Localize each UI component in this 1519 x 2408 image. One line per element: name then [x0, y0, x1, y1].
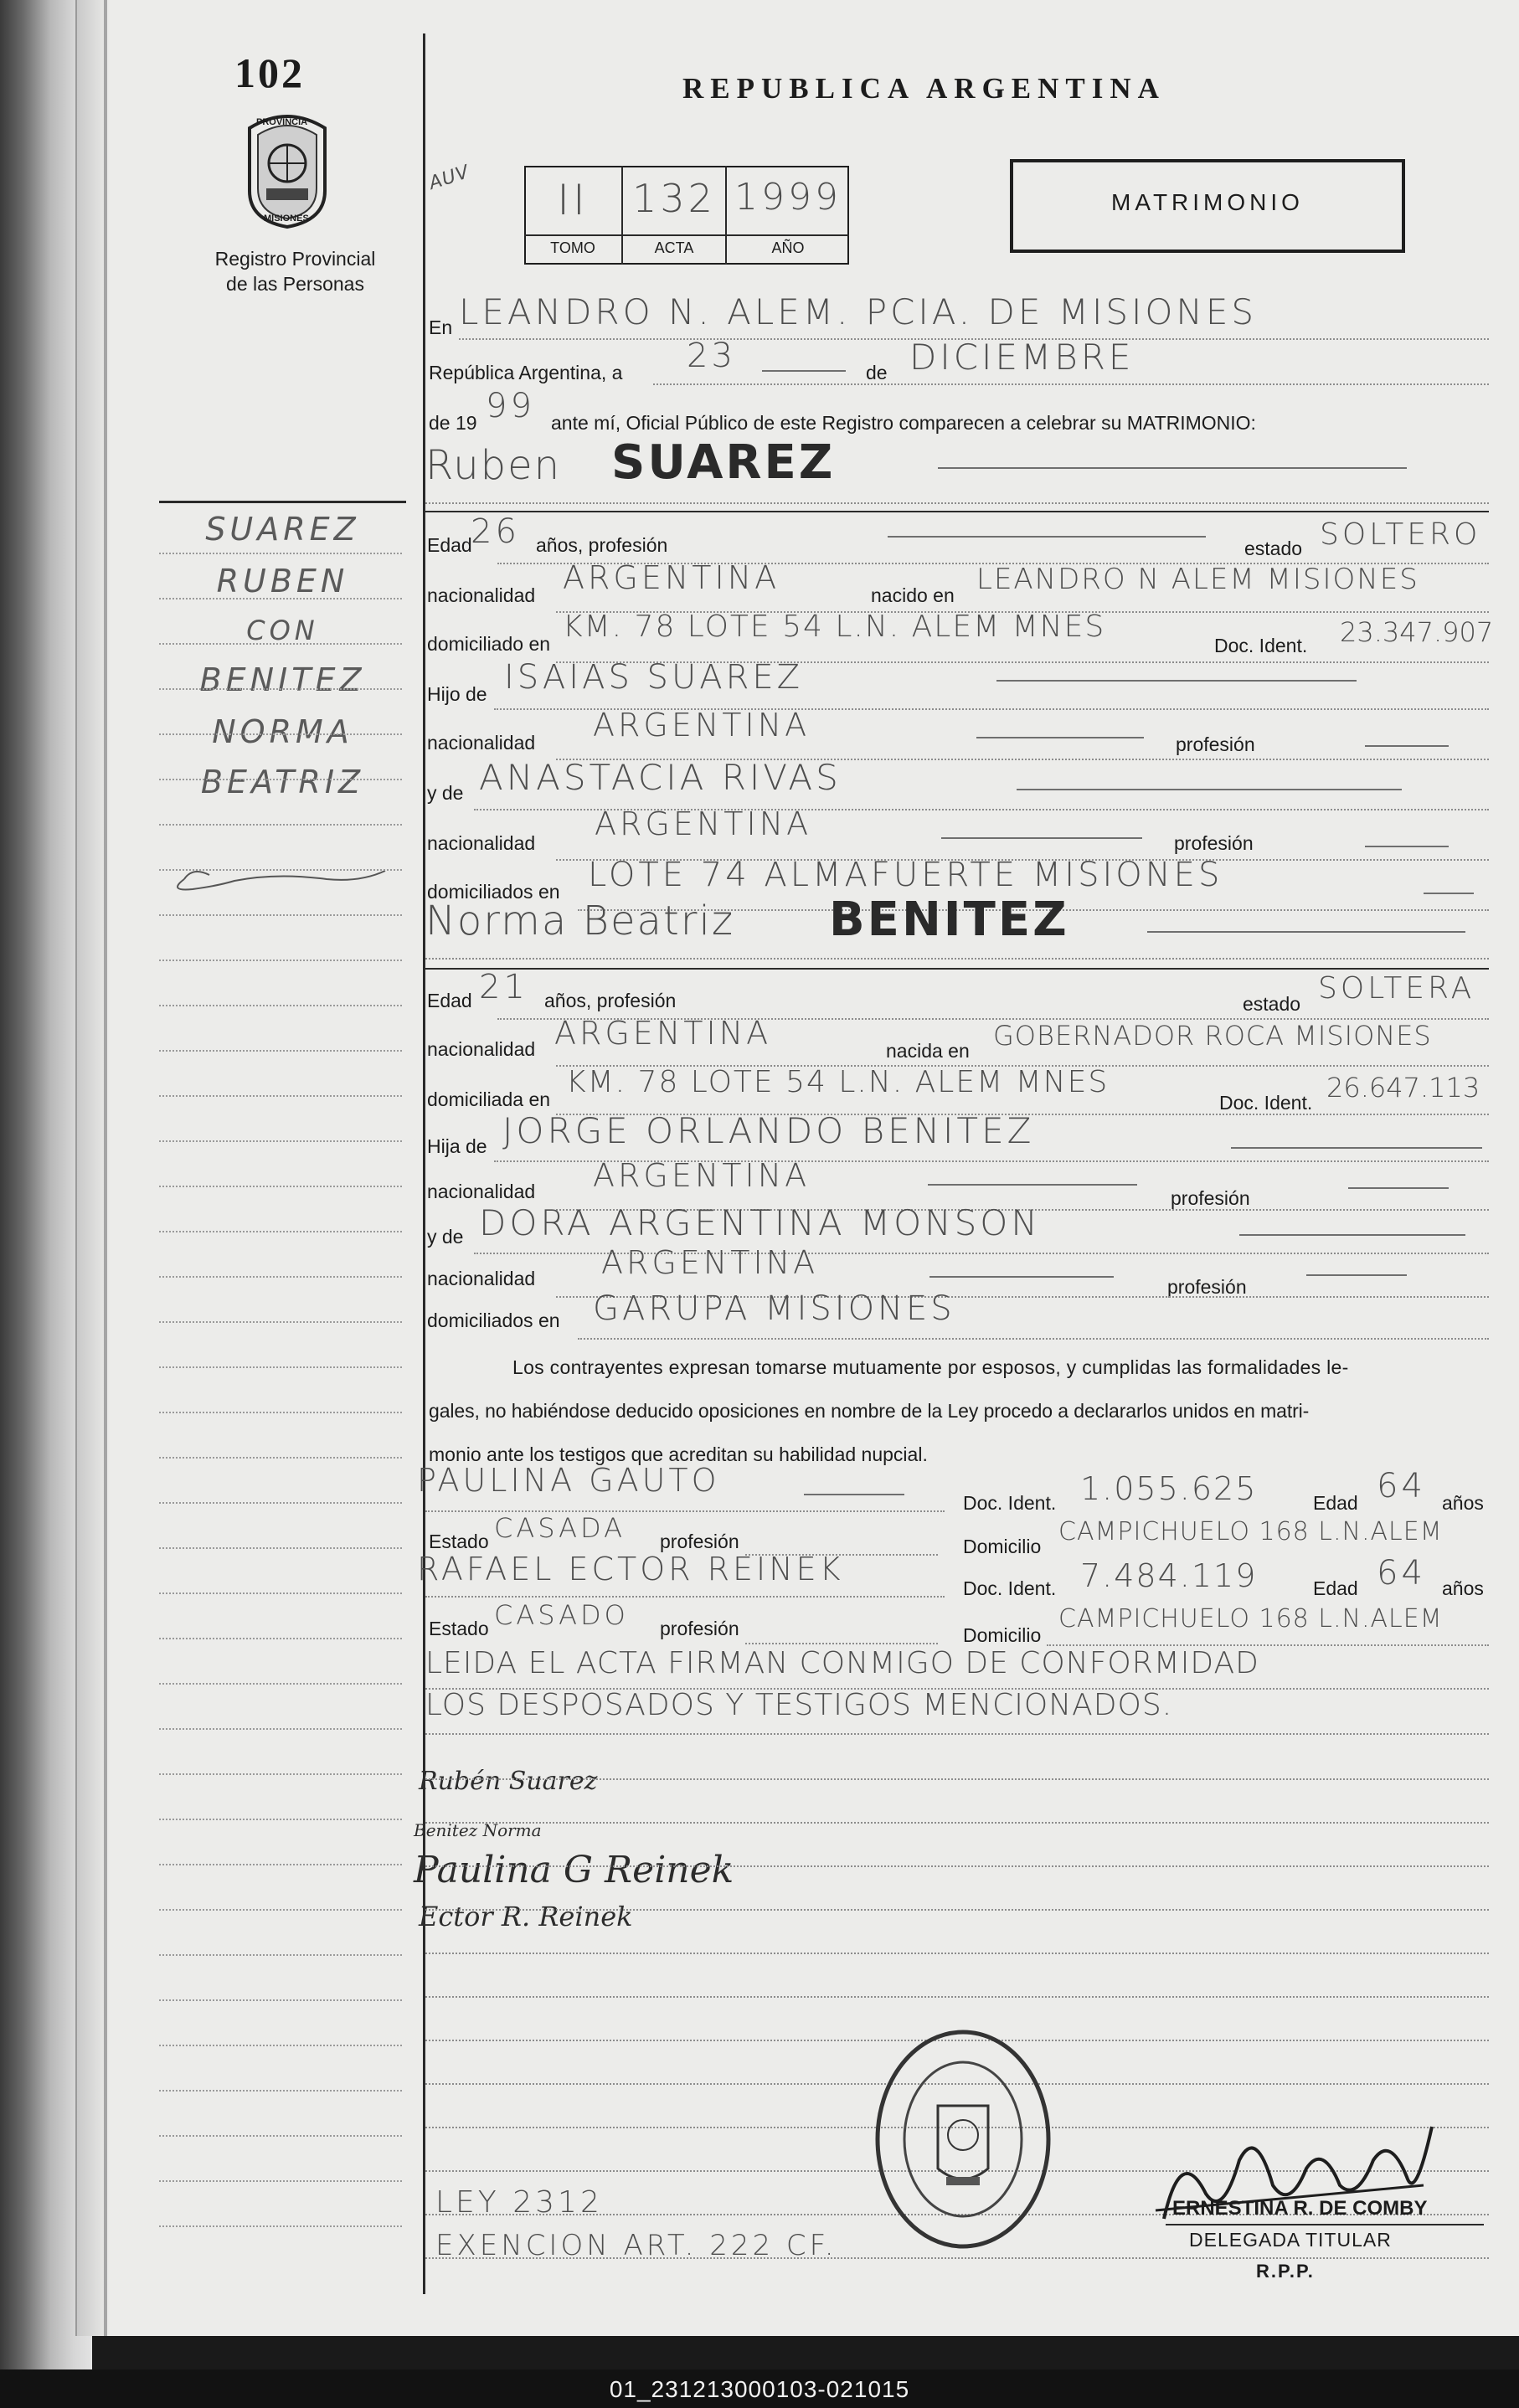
groom-nacionalidad-label: nacionalidad [427, 584, 536, 606]
witness-2-anos-label: años [1442, 1577, 1484, 1599]
bride-mother-nacionalidad-label: nacionalidad [427, 1268, 536, 1289]
year-suffix: 99 [486, 387, 535, 425]
body-ruled-line [425, 1865, 1489, 1867]
margin-ruled-line [159, 1819, 402, 1820]
exemption-line-2: EXENCION ART. 222 CF. [435, 2229, 837, 2262]
groom-mother-profesion-label: profesión [1174, 832, 1254, 854]
body-ruled-line [425, 1778, 1489, 1780]
margin-ruled-line [159, 824, 402, 826]
margin-ruled-line [159, 1954, 402, 1956]
margin-ruled-line [159, 960, 402, 961]
margin-ruled-line [159, 688, 402, 690]
rule-groom-father-prof [1365, 745, 1449, 747]
margin-ruled-line [159, 2045, 402, 2046]
official-underline [1166, 2224, 1484, 2225]
groom-anos-profesion-label: años, profesión [536, 534, 668, 556]
day-value: 23 [687, 337, 736, 375]
groom-nacido-label: nacido en [871, 584, 955, 606]
bride-doc: 26.647.113 [1326, 1072, 1480, 1104]
groom-father-profesion-label: profesión [1176, 733, 1255, 755]
margin-ruled-line [159, 2135, 402, 2137]
witness-1-estado-label: Estado [429, 1531, 489, 1552]
bride-yde-label: y de [427, 1226, 464, 1248]
margin-ruled-line [159, 2180, 402, 2182]
witness-1-edad-label: Edad [1313, 1492, 1358, 1514]
witness-1-domicilio-label: Domicilio [963, 1536, 1042, 1557]
margin-ruled-line [159, 1638, 402, 1639]
groom-edad-label: Edad [427, 534, 472, 556]
official-stamp-icon [871, 2026, 1055, 2252]
column-divider [423, 33, 425, 2294]
groom-yde-label: y de [427, 782, 464, 804]
rule-witness-2-prof [745, 1643, 938, 1644]
closing-line-1: LEIDA EL ACTA FIRMAN CONMIGO DE CONFORMIDAD [425, 1646, 1259, 1680]
bride-father-nacionalidad-label: nacionalidad [427, 1181, 536, 1202]
bride-name-surname: BENITEZ [829, 893, 1069, 947]
signature-1: Rubén Suarez [419, 1767, 598, 1796]
en-label: En [429, 316, 453, 338]
registry-seal-icon [241, 111, 333, 229]
anio-label: AÑO [771, 239, 805, 256]
groom-mother: ANASTACIA RIVAS [479, 757, 842, 798]
bride-father-profesion-label: profesión [1171, 1187, 1250, 1209]
margin-ruled-line [159, 1864, 402, 1865]
witness-1-estado: CASADA [494, 1512, 626, 1544]
seal-text-top: PROVINCIA [256, 117, 308, 127]
margin-name-4: BENITEZ [199, 661, 366, 698]
margin-ruled-line [159, 1050, 402, 1052]
witness-2-profesion-label: profesión [660, 1618, 739, 1639]
groom-parents-domicilio: LOTE 74 ALMAFUERTE MISIONES [588, 856, 1223, 894]
groom-estado: SOLTERO [1320, 517, 1481, 552]
bride-nacida-label: nacida en [886, 1040, 970, 1062]
bride-edad: 21 [479, 968, 528, 1006]
witness-1-doc-label: Doc. Ident. [963, 1492, 1057, 1514]
signature-3: Paulina G Reinek [414, 1849, 734, 1891]
closing-line-2: LOS DESPOSADOS Y TESTIGOS MENCIONADOS. [425, 1688, 1173, 1722]
rule-bride-mother-prof [1306, 1274, 1407, 1276]
witness-1-doc: 1.055.625 [1080, 1470, 1258, 1507]
margin-ruled-line [159, 1457, 402, 1459]
margin-ruled-line [159, 1231, 402, 1232]
margin-ruled-line [159, 1547, 402, 1549]
groom-father-nacionalidad-label: nacionalidad [427, 732, 536, 754]
body-ruled-line [425, 1953, 1489, 1954]
rule-day [762, 370, 846, 372]
declaration-line-1: Los contrayentes expresan tomarse mutuamente por esposos, y cumplidas las formalidades le- [512, 1356, 1349, 1378]
tomo-value: II [557, 176, 589, 224]
rule-groom-name-dotted [425, 502, 1489, 504]
rule-date [653, 383, 1489, 385]
bride-anos-profesion-label: años, profesión [544, 990, 677, 1011]
margin-ruled-line [159, 1005, 402, 1006]
groom-section-rule [425, 511, 1489, 512]
rule-groom-mother-nac [941, 837, 1142, 839]
margin-name-6: BEATRIZ [200, 764, 365, 800]
witness-2-edad: 64 [1377, 1554, 1426, 1592]
doc-type: MATRIMONIO [1111, 189, 1304, 215]
rule-groom-mother [1017, 789, 1402, 790]
witness-1-profesion-label: profesión [660, 1531, 739, 1552]
bride-mother: DORA ARGENTINA MONSON [479, 1202, 1041, 1243]
registry-name-line1: Registro Provincial [214, 248, 376, 270]
groom-name-surname: SUAREZ [611, 435, 836, 490]
rule-groom-father-nac [976, 737, 1144, 738]
rule-bride-father-nac [928, 1184, 1137, 1186]
witness-2-domicilio: CAMPICHUELO 168 L.N.ALEM [1058, 1604, 1443, 1634]
margin-ruled-line [159, 2225, 402, 2227]
groom-hijo-label: Hijo de [427, 683, 487, 705]
witness-1-anos-label: años [1442, 1492, 1484, 1514]
intro-statement: ante mí, Oficial Público de este Registro comparecen a celebrar su MATRIMONIO: [551, 412, 1256, 434]
rule-bride-father-prof [1348, 1187, 1449, 1189]
rule-groom-mother-prof [1365, 846, 1449, 847]
acta-value: 132 [632, 176, 716, 221]
rule-groom-name [938, 467, 1407, 469]
bride-father-nacionalidad: ARGENTINA [593, 1157, 811, 1194]
country-title: REPUBLICA ARGENTINA [682, 72, 1166, 105]
margin-ruled-line [159, 553, 402, 554]
year-prefix: de 19 [429, 412, 477, 434]
bride-mother-nacionalidad: ARGENTINA [601, 1244, 819, 1281]
witness-2-domicilio-label: Domicilio [963, 1624, 1042, 1646]
record-box-label-rule [524, 234, 849, 236]
margin-ruled-line [159, 1502, 402, 1504]
groom-estado-label: estado [1244, 538, 1303, 559]
bride-nacionalidad: ARGENTINA [554, 1015, 772, 1052]
rule-bride-name [1147, 931, 1465, 933]
groom-mother-nacionalidad: ARGENTINA [595, 805, 812, 842]
bride-hija-label: Hija de [427, 1135, 487, 1157]
bride-edad-label: Edad [427, 990, 472, 1011]
tomo-label: TOMO [550, 239, 595, 256]
witness-2-name: RAFAEL ECTOR REINEK [417, 1551, 844, 1587]
groom-doc-label: Doc. Ident. [1214, 635, 1308, 656]
groom-name-given: Ruben [425, 442, 562, 489]
witness-1-edad: 64 [1377, 1467, 1426, 1505]
bride-doc-label: Doc. Ident. [1219, 1092, 1313, 1114]
bride-mother-profesion-label: profesión [1167, 1276, 1247, 1298]
republica-label: República Argentina, a [429, 362, 623, 383]
groom-mother-nacionalidad-label: nacionalidad [427, 832, 536, 854]
official-office: R.P.P. [1256, 2261, 1315, 2282]
de-label: de [866, 362, 888, 383]
signature-4: Ector R. Reinek [419, 1901, 633, 1932]
bride-parents-domicilio: GARUPA MISIONES [593, 1289, 955, 1328]
bride-estado-label: estado [1243, 993, 1301, 1015]
margin-ruled-line [159, 914, 402, 916]
bride-domicilio: KM. 78 LOTE 54 L.N. ALEM MNES [566, 1065, 1110, 1099]
body-ruled-line [425, 1822, 1489, 1824]
bride-section-rule [425, 968, 1489, 970]
bride-estado: SOLTERA [1318, 971, 1475, 1006]
bride-nacionalidad-label: nacionalidad [427, 1038, 536, 1060]
margin-ruled-line [159, 1321, 402, 1323]
margin-ruled-line [159, 1773, 402, 1775]
image-id: 01_231213000103-021015 [609, 2376, 910, 2402]
margin-top-rule [159, 501, 406, 503]
margin-ruled-line [159, 1728, 402, 1730]
margin-name-2: RUBEN [216, 563, 349, 599]
margin-name-5: NORMA [212, 713, 353, 750]
witness-2-estado-label: Estado [429, 1618, 489, 1639]
margin-ruled-line [159, 1186, 402, 1187]
margin-ruled-line [159, 1140, 402, 1142]
rule-closing-2 [425, 1733, 1489, 1735]
bride-domiciliada-label: domiciliada en [427, 1088, 551, 1110]
margin-ruled-line [159, 733, 402, 735]
body-ruled-line [425, 1996, 1489, 1998]
rule-bride-mother [1239, 1234, 1465, 1236]
registry-name-line2: de las Personas [226, 273, 364, 295]
groom-nacionalidad: ARGENTINA [563, 559, 780, 596]
groom-edad: 26 [471, 512, 520, 551]
margin-ruled-line [159, 2090, 402, 2092]
bride-father: JORGE ORLANDO BENITEZ [502, 1110, 1035, 1151]
rule-groom-father [996, 680, 1357, 682]
bride-parents-domicilio-label: domiciliados en [427, 1309, 560, 1331]
margin-ruled-line [159, 1999, 402, 2001]
declaration-line-2: gales, no habiéndose deducido oposiciones en nombre de la Ley procedo a declararlos unidos en matri- [429, 1400, 1310, 1422]
margin-ruled-line [159, 779, 402, 780]
witness-1-name: PAULINA GAUTO [417, 1462, 720, 1499]
month-value: DICIEMBRE [909, 337, 1135, 378]
groom-doc: 23.347.907 [1340, 616, 1494, 648]
margin-ruled-line [159, 643, 402, 645]
margin-ruled-line [159, 1095, 402, 1097]
groom-parents-domicilio-label: domiciliados en [427, 881, 560, 903]
bride-nacida-en: GOBERNADOR ROCA MISIONES [993, 1020, 1432, 1052]
groom-nacido-en: LEANDRO N ALEM MISIONES [976, 563, 1419, 596]
witness-2-doc: 7.484.119 [1080, 1557, 1258, 1594]
book-tag: AUV [426, 162, 472, 194]
groom-father: ISAIAS SUAREZ [504, 658, 804, 697]
page-stitch [104, 0, 107, 2336]
acta-label: ACTA [654, 239, 694, 256]
exemption-line-1: LEY 2312 [435, 2185, 603, 2220]
witness-2-doc-label: Doc. Ident. [963, 1577, 1057, 1599]
witness-1-domicilio: CAMPICHUELO 168 L.N.ALEM [1058, 1517, 1443, 1546]
body-ruled-line [425, 1909, 1489, 1911]
margin-ruled-line [159, 1412, 402, 1413]
rule-witness-1-name [804, 1494, 904, 1495]
rule-bride-father [1231, 1147, 1482, 1149]
rule-bride-name-dotted [425, 958, 1489, 960]
groom-domiciliado-label: domiciliado en [427, 633, 551, 655]
witness-2-edad-label: Edad [1313, 1577, 1358, 1599]
seal-text-bottom: MISIONES [264, 214, 309, 224]
margin-name-3: CON [246, 615, 319, 646]
groom-father-nacionalidad: ARGENTINA [593, 707, 811, 743]
bride-name-given: Norma Beatriz [425, 898, 735, 944]
rule-bride-parents-dom-dotted [578, 1338, 1489, 1340]
signature-2: Benitez Norma [414, 1820, 542, 1840]
declaration-line-3: monio ante los testigos que acreditan su habilidad nupcial. [429, 1443, 928, 1465]
margin-ruled-line [159, 1366, 402, 1368]
margin-ruled-line [159, 1683, 402, 1685]
groom-domicilio: KM. 78 LOTE 54 L.N. ALEM MNES [563, 610, 1106, 644]
place-value: LEANDRO N. ALEM. PCIA. DE MISIONES [459, 291, 1258, 332]
anio-value: 1999 [734, 176, 842, 219]
rule-witness-2 [425, 1596, 945, 1598]
margin-ruled-line [159, 1909, 402, 1911]
margin-flourish [159, 846, 394, 913]
official-title: DELEGADA TITULAR [1189, 2229, 1392, 2251]
margin-ruled-line [159, 1592, 402, 1594]
page-number: 102 [234, 49, 305, 96]
rule-groom-profesion [888, 536, 1206, 538]
official-name: ERNESTINA R. DE COMBY [1172, 2197, 1428, 2220]
margin-ruled-line [159, 598, 402, 599]
rule-groom-parents-dom [1424, 893, 1474, 894]
rule-bride-mother-nac [929, 1276, 1114, 1278]
margin-ruled-line [159, 869, 402, 871]
margin-name-1: SUAREZ [205, 511, 360, 548]
witness-2-estado: CASADO [494, 1599, 629, 1631]
margin-ruled-line [159, 1276, 402, 1278]
